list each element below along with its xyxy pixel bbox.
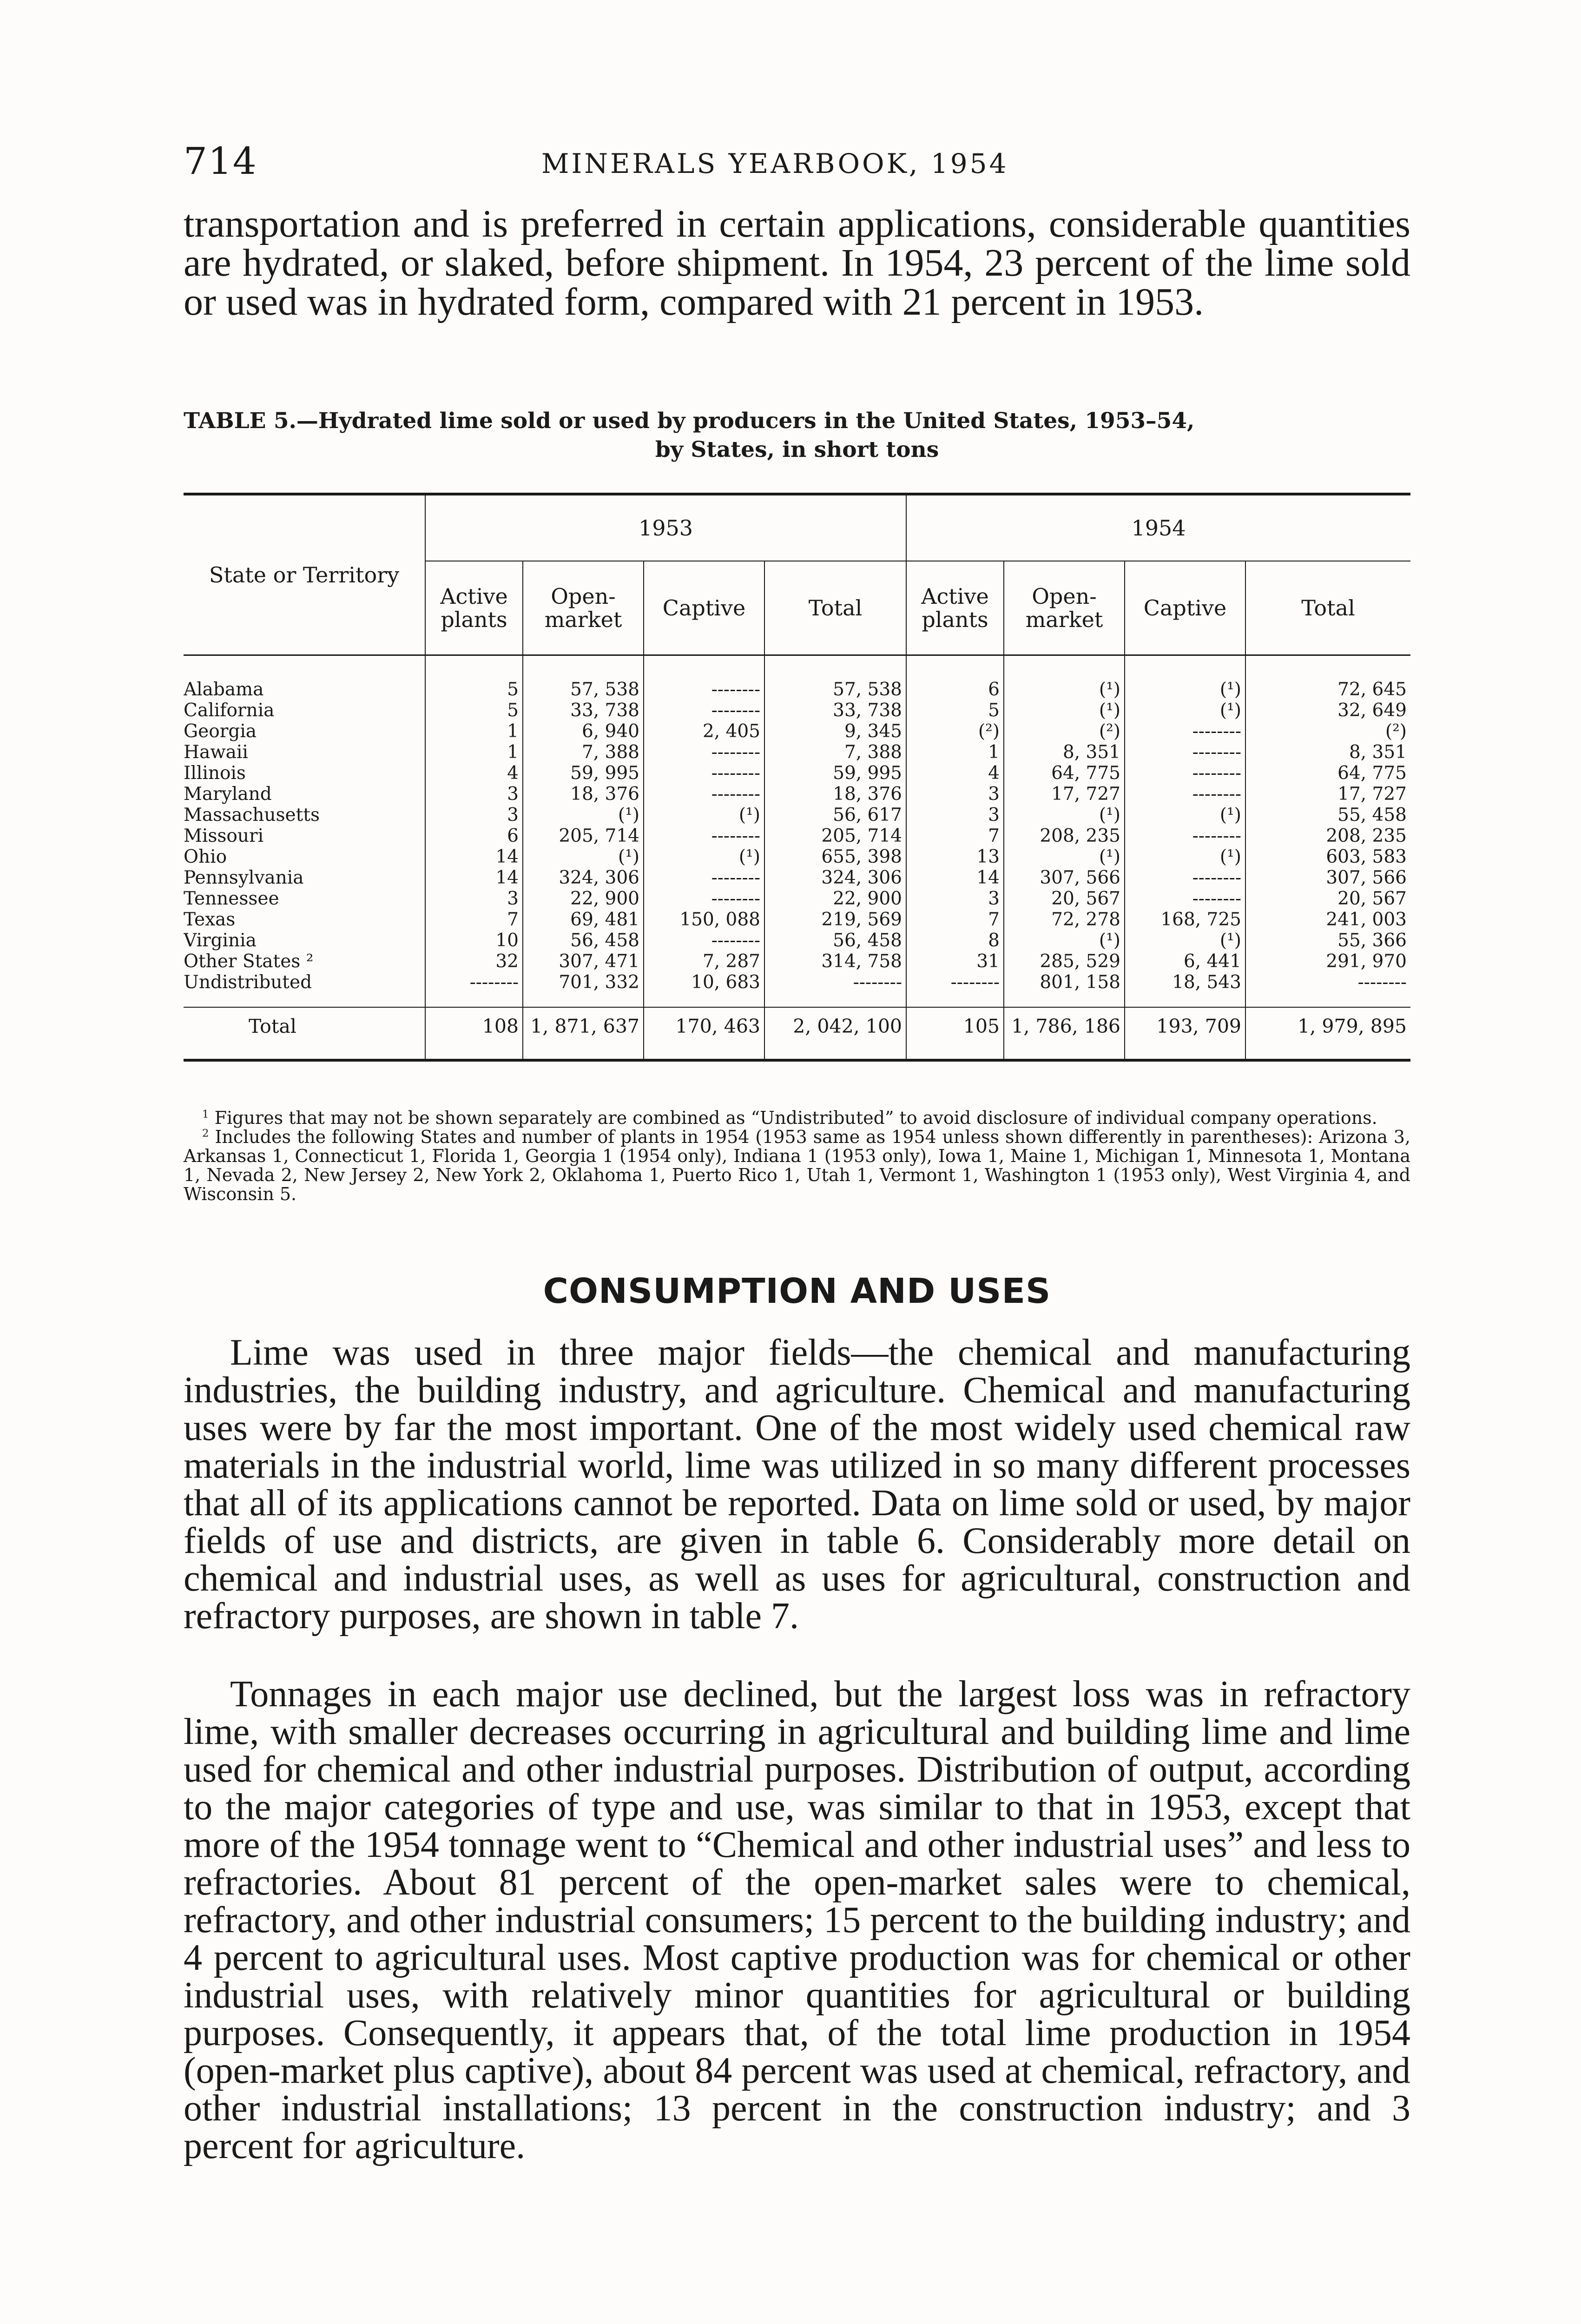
table-cell: (¹) bbox=[1004, 700, 1125, 721]
table-caption-line-2: by States, in short tons bbox=[655, 437, 939, 462]
table-cell: 59, 995 bbox=[764, 763, 906, 784]
table-cell: 13 bbox=[906, 846, 1004, 867]
table-cell bbox=[425, 1045, 523, 1060]
table-row bbox=[184, 679, 1410, 700]
table-cell: 3 bbox=[425, 805, 523, 825]
table-cell: 14 bbox=[425, 846, 523, 867]
table-cell: 307, 566 bbox=[1245, 867, 1410, 888]
column-header: Open-market bbox=[1004, 561, 1125, 655]
table-total-row bbox=[184, 1007, 1410, 1045]
table-cell bbox=[644, 1045, 764, 1060]
table-spacer-row bbox=[184, 1045, 1410, 1060]
state-name: California bbox=[184, 700, 275, 721]
intro-paragraph: transportation and is preferred in certain applications, considerable quantities are hydrated, or slaked, before shipment. In 1954, 23 percent of the lime sold or used was in hydrated form, compared with 21 percent in 1953. bbox=[184, 202, 1410, 324]
state-column-header: State or Territory bbox=[184, 495, 425, 655]
state-name bbox=[184, 993, 425, 1007]
table-cell: 17, 727 bbox=[1004, 784, 1125, 805]
table-cell: 59, 995 bbox=[523, 763, 644, 784]
column-header: Total bbox=[1245, 561, 1410, 655]
state-name: Hawaii bbox=[184, 742, 248, 763]
table-cell: (¹) bbox=[1004, 846, 1125, 867]
table-cell bbox=[523, 1045, 644, 1060]
state-name bbox=[184, 1045, 425, 1060]
body-paragraph bbox=[184, 1334, 1410, 1635]
state-name: Missouri bbox=[184, 825, 264, 846]
table-cell: (¹) bbox=[523, 846, 644, 867]
year-1953-header: 1953 bbox=[425, 495, 906, 561]
table-cell bbox=[906, 993, 1004, 1007]
state-name: Illinois bbox=[184, 763, 246, 784]
table-cell: 5 bbox=[425, 700, 523, 721]
column-header: Total bbox=[764, 561, 906, 655]
table-cell: 7 bbox=[906, 909, 1004, 930]
hydrated-lime-table bbox=[184, 493, 1410, 1062]
table-spacer-row bbox=[184, 993, 1410, 1007]
table-cell: 57, 538 bbox=[523, 679, 644, 700]
table-caption-line-1: TABLE 5.—Hydrated lime sold or used by producers in the United States, 1953–54, bbox=[184, 408, 1195, 434]
state-name: Alabama bbox=[184, 679, 264, 700]
table-cell: (¹) bbox=[523, 805, 644, 825]
table-cell: (¹) bbox=[1125, 700, 1245, 721]
table-cell: 8 bbox=[906, 930, 1004, 951]
table-cell: 64, 775 bbox=[1245, 763, 1410, 784]
table-cell: 1 bbox=[425, 721, 523, 742]
table-cell: 9, 345 bbox=[764, 721, 906, 742]
table-cell: 108 bbox=[425, 1007, 523, 1045]
table-cell: 4 bbox=[906, 763, 1004, 784]
table-cell: 241, 003 bbox=[1245, 909, 1410, 930]
table-cell: 20, 567 bbox=[1245, 888, 1410, 909]
table-row bbox=[184, 825, 1410, 846]
table-cell: 2, 042, 100 bbox=[764, 1007, 906, 1045]
page-number: 714 bbox=[184, 139, 257, 183]
table-cell: -------- bbox=[1125, 742, 1245, 763]
table-cell: (¹) bbox=[1004, 930, 1125, 951]
table-cell: 56, 617 bbox=[764, 805, 906, 825]
table-cell bbox=[906, 1045, 1004, 1060]
column-header: Active plants bbox=[425, 561, 523, 655]
table-cell bbox=[1245, 993, 1410, 1007]
column-header: Open-market bbox=[523, 561, 644, 655]
table-row bbox=[184, 700, 1410, 721]
table-cell: (²) bbox=[1245, 721, 1410, 742]
table-cell: -------- bbox=[1245, 972, 1410, 993]
state-name: Georgia bbox=[184, 721, 257, 742]
table-row bbox=[184, 867, 1410, 888]
table-cell: 701, 332 bbox=[523, 972, 644, 993]
table-cell: 69, 481 bbox=[523, 909, 644, 930]
table-cell: 6, 940 bbox=[523, 721, 644, 742]
table-cell: 219, 569 bbox=[764, 909, 906, 930]
table-cell: 170, 463 bbox=[644, 1007, 764, 1045]
state-name: Massachusetts bbox=[184, 805, 320, 825]
table-cell: 324, 306 bbox=[764, 867, 906, 888]
state-name: Undistributed bbox=[184, 972, 312, 993]
table-cell: 205, 714 bbox=[523, 825, 644, 846]
table-cell: 2, 405 bbox=[644, 721, 764, 742]
table-row bbox=[184, 742, 1410, 763]
column-header: Captive bbox=[1125, 561, 1245, 655]
table-cell: -------- bbox=[644, 825, 764, 846]
table-cell bbox=[1125, 993, 1245, 1007]
table-cell: 14 bbox=[906, 867, 1004, 888]
table-cell: 8, 351 bbox=[1004, 742, 1125, 763]
table-cell bbox=[764, 1045, 906, 1060]
table-cell: 57, 538 bbox=[764, 679, 906, 700]
footnote-1 bbox=[184, 1109, 1410, 1128]
table-cell bbox=[523, 993, 644, 1007]
table-cell: (¹) bbox=[644, 805, 764, 825]
table-cell: 14 bbox=[425, 867, 523, 888]
table-cell: 31 bbox=[906, 951, 1004, 972]
table-cell: 307, 566 bbox=[1004, 867, 1125, 888]
table-cell: 17, 727 bbox=[1245, 784, 1410, 805]
table-cell: 150, 088 bbox=[644, 909, 764, 930]
year-1954-header: 1954 bbox=[906, 495, 1410, 561]
table-cell: -------- bbox=[906, 972, 1004, 993]
table-row bbox=[184, 930, 1410, 951]
table-cell: (¹) bbox=[1125, 679, 1245, 700]
state-name: Ohio bbox=[184, 846, 227, 867]
table-cell: 6 bbox=[425, 825, 523, 846]
table-cell: 22, 900 bbox=[523, 888, 644, 909]
table-row bbox=[184, 805, 1410, 825]
table-cell: 55, 458 bbox=[1245, 805, 1410, 825]
table-row bbox=[184, 721, 1410, 742]
table-cell: 5 bbox=[425, 679, 523, 700]
table-cell bbox=[764, 993, 906, 1007]
table-cell: -------- bbox=[644, 700, 764, 721]
table-cell: -------- bbox=[1125, 825, 1245, 846]
column-header: Active plants bbox=[906, 561, 1004, 655]
table-cell: (²) bbox=[1004, 721, 1125, 742]
table-cell bbox=[1004, 993, 1125, 1007]
table-cell: 55, 366 bbox=[1245, 930, 1410, 951]
state-name: Tennessee bbox=[184, 888, 279, 909]
table-cell: 72, 645 bbox=[1245, 679, 1410, 700]
journal-title: MINERALS YEARBOOK, 1954 bbox=[541, 148, 1009, 179]
state-name: Pennsylvania bbox=[184, 867, 304, 888]
table-cell: 105 bbox=[906, 1007, 1004, 1045]
table-row bbox=[184, 888, 1410, 909]
table-cell: 7, 388 bbox=[523, 742, 644, 763]
table-cell: 208, 235 bbox=[1004, 825, 1125, 846]
table-cell: 3 bbox=[906, 784, 1004, 805]
table-cell: (¹) bbox=[1125, 805, 1245, 825]
state-name: Other States ² bbox=[184, 951, 314, 972]
table-cell: -------- bbox=[644, 888, 764, 909]
body-paragraph-text: Lime was used in three major fields—the chemical and manufacturing industries, the building industry, and agriculture. Chemical and manufacturing uses were by far the most important. One of the most widely used chemical raw materials in the industrial world, lime was utilized in so many different processes that all of its applications cannot be reported. Data on lime sold or used, by major fields of use and districts, are given in table 6. Considerably more detail on chemical and industrial uses, as well as uses for agricultural, construction and refractory purposes, are shown in table 7. bbox=[184, 1332, 1410, 1637]
table-cell bbox=[425, 993, 523, 1007]
table-cell: 4 bbox=[425, 763, 523, 784]
table-caption bbox=[184, 407, 1410, 464]
table-cell: 7, 287 bbox=[644, 951, 764, 972]
table-cell: -------- bbox=[1125, 784, 1245, 805]
table-cell: 1 bbox=[425, 742, 523, 763]
table-cell: 10, 683 bbox=[644, 972, 764, 993]
table-row bbox=[184, 784, 1410, 805]
body-paragraph bbox=[184, 1676, 1410, 2165]
table-cell: 1 bbox=[906, 742, 1004, 763]
table-cell: 291, 970 bbox=[1245, 951, 1410, 972]
table-cell: 307, 471 bbox=[523, 951, 644, 972]
table-cell: 18, 376 bbox=[764, 784, 906, 805]
table-cell: 205, 714 bbox=[764, 825, 906, 846]
table-cell: 8, 351 bbox=[1245, 742, 1410, 763]
table-cell: (²) bbox=[906, 721, 1004, 742]
state-name: Virginia bbox=[184, 930, 257, 951]
footnote-2 bbox=[184, 1128, 1410, 1204]
table-cell: 1, 871, 637 bbox=[523, 1007, 644, 1045]
table-cell: -------- bbox=[644, 763, 764, 784]
table-row bbox=[184, 763, 1410, 784]
table-cell: 72, 278 bbox=[1004, 909, 1125, 930]
footnote-marker: 1 bbox=[202, 1108, 209, 1121]
table-cell: 10 bbox=[425, 930, 523, 951]
table-cell: -------- bbox=[1125, 721, 1245, 742]
body-paragraph-text: Tonnages in each major use declined, but the largest loss was in refractory lime, with smaller decreases occurring in agricultural and building lime and lime used for chemical and other industrial purposes. Distribution of output, according to the major categories of type and use, was similar to that in 1953, except that more of the 1954 tonnage went to “Chemical and other industrial uses” and less to refractories. About 81 percent of the open-market sales were to chemical, refractory, and other industrial consumers; 15 percent to the building industry; and 4 percent to agricultural uses. Most captive production was for chemical or other industrial uses, with relatively minor quantities for agricultural or building purposes. Consequently, it appears that, of the total lime production in 1954 (open-market plus captive), about 84 percent was used at chemical, refractory, and other industrial installations; 13 percent in the construction industry; and 3 percent for agriculture. bbox=[184, 1674, 1410, 2166]
table-cell: 1, 786, 186 bbox=[1004, 1007, 1125, 1045]
section-heading: CONSUMPTION AND USES bbox=[543, 1271, 1051, 1311]
table-cell: 18, 543 bbox=[1125, 972, 1245, 993]
table-cell: 3 bbox=[425, 888, 523, 909]
table-cell: 3 bbox=[906, 888, 1004, 909]
table-cell: 22, 900 bbox=[764, 888, 906, 909]
table-cell: 193, 709 bbox=[1125, 1007, 1245, 1045]
table-cell: 168, 725 bbox=[1125, 909, 1245, 930]
table-cell: 801, 158 bbox=[1004, 972, 1125, 993]
table-cell: -------- bbox=[1125, 763, 1245, 784]
table-cell: (¹) bbox=[1004, 679, 1125, 700]
table-cell: -------- bbox=[644, 679, 764, 700]
running-head bbox=[184, 139, 1410, 191]
footnote-text: Figures that may not be shown separately are combined as “Undistributed” to avoid disclosure of individual company operations. bbox=[214, 1108, 1377, 1128]
table-cell: 56, 458 bbox=[764, 930, 906, 951]
table-cell: 7, 388 bbox=[764, 742, 906, 763]
table-cell: 56, 458 bbox=[523, 930, 644, 951]
table-cell: 208, 235 bbox=[1245, 825, 1410, 846]
footnotes bbox=[184, 1109, 1410, 1204]
table-cell: 1, 979, 895 bbox=[1245, 1007, 1410, 1045]
table-cell: 6 bbox=[906, 679, 1004, 700]
table-cell: 655, 398 bbox=[764, 846, 906, 867]
table-cell: 18, 376 bbox=[523, 784, 644, 805]
table-row bbox=[184, 972, 1410, 993]
table-cell: -------- bbox=[1125, 888, 1245, 909]
table-cell: 3 bbox=[906, 805, 1004, 825]
column-header: Captive bbox=[644, 561, 764, 655]
table-cell: 3 bbox=[425, 784, 523, 805]
state-name: Maryland bbox=[184, 784, 272, 805]
table-cell: 20, 567 bbox=[1004, 888, 1125, 909]
table-cell: 33, 738 bbox=[523, 700, 644, 721]
table-cell: 6, 441 bbox=[1125, 951, 1245, 972]
state-name: Texas bbox=[184, 909, 236, 930]
table-cell: (¹) bbox=[1125, 930, 1245, 951]
table-cell: 64, 775 bbox=[1004, 763, 1125, 784]
table-cell: -------- bbox=[644, 784, 764, 805]
table-cell: (¹) bbox=[1004, 805, 1125, 825]
footnote-marker: 2 bbox=[202, 1127, 209, 1140]
table-cell bbox=[1125, 1045, 1245, 1060]
table-cell: -------- bbox=[644, 742, 764, 763]
table-cell: 33, 738 bbox=[764, 700, 906, 721]
table-cell bbox=[1245, 1045, 1410, 1060]
table-cell: 324, 306 bbox=[523, 867, 644, 888]
table-cell: 603, 583 bbox=[1245, 846, 1410, 867]
table-cell: -------- bbox=[1125, 867, 1245, 888]
footnote-text: Includes the following States and number of plants in 1954 (1953 same as 1954 unless shown differently in parentheses): Arizona 3, Arkansas 1, Connecticut 1, Florida 1, Georgia 1 (1954 only), Indiana 1 (1953 only), Iowa 1, Maine 1, Michigan 1, Minnesota 1, Montana 1, Nevada 2, New Jersey 2, New York 2, Oklahoma 1, Puerto Rico 1, Utah 1, Vermont 1, Washington 1 (1953 only), West Virginia 4, and Wisconsin 5. bbox=[184, 1127, 1410, 1204]
table-cell: -------- bbox=[644, 867, 764, 888]
table-cell: 5 bbox=[906, 700, 1004, 721]
table-cell bbox=[644, 993, 764, 1007]
table-cell: (¹) bbox=[1125, 846, 1245, 867]
table-cell bbox=[1004, 1045, 1125, 1060]
table-cell: 7 bbox=[425, 909, 523, 930]
table-cell: 285, 529 bbox=[1004, 951, 1125, 972]
table-cell: 7 bbox=[906, 825, 1004, 846]
state-name: Total bbox=[249, 1015, 296, 1037]
table-cell: -------- bbox=[644, 930, 764, 951]
table-cell: (¹) bbox=[644, 846, 764, 867]
table-cell: -------- bbox=[764, 972, 906, 993]
table-row bbox=[184, 951, 1410, 972]
table-row bbox=[184, 909, 1410, 930]
table-cell: 314, 758 bbox=[764, 951, 906, 972]
table-row bbox=[184, 846, 1410, 867]
table-cell: -------- bbox=[425, 972, 523, 993]
table-cell: 32 bbox=[425, 951, 523, 972]
table-cell: 32, 649 bbox=[1245, 700, 1410, 721]
